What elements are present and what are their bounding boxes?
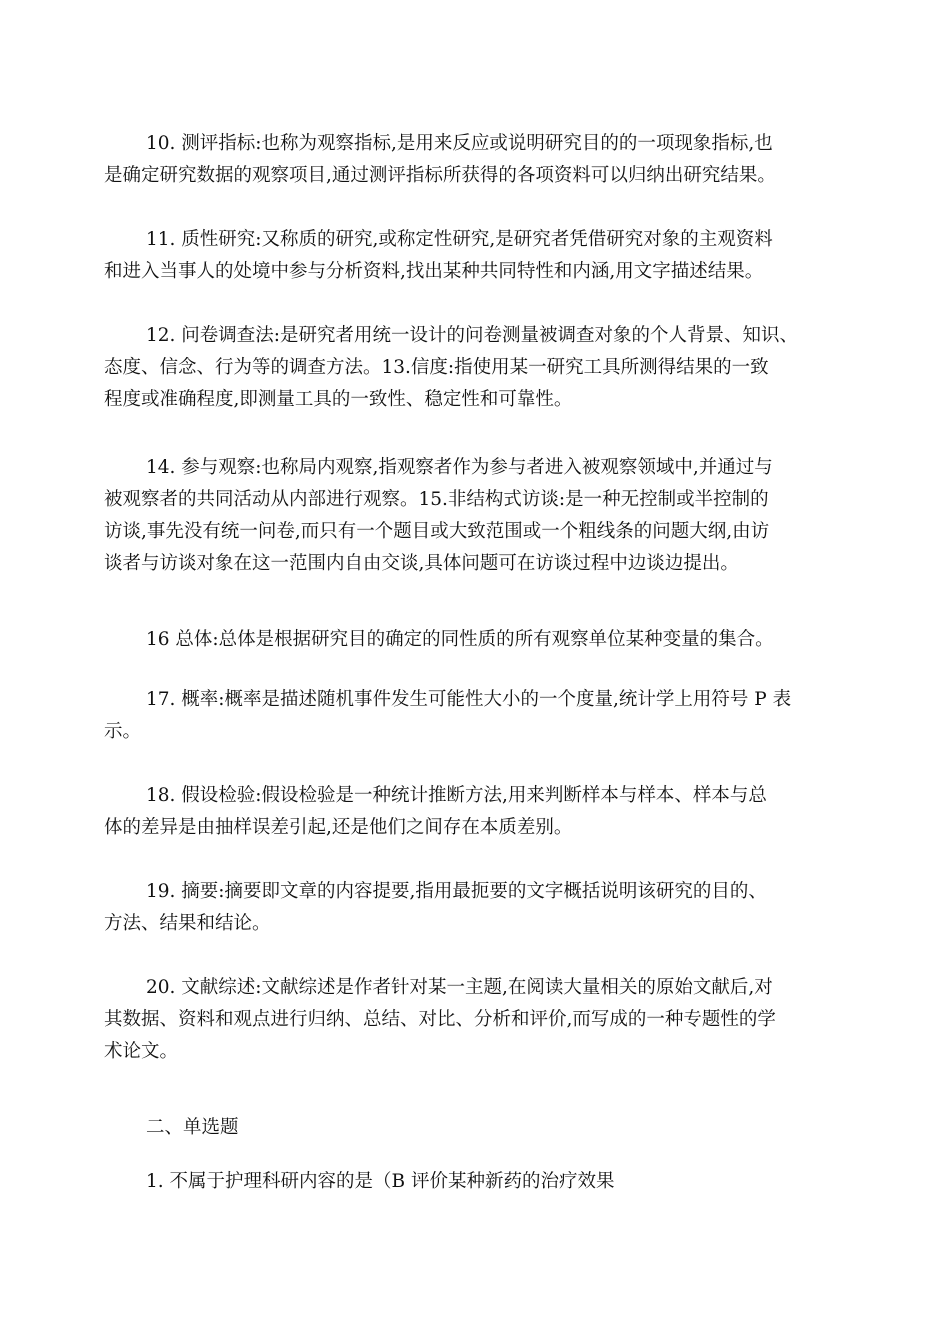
definition-paragraph-11 bbox=[104, 224, 846, 288]
definition-paragraph-10 bbox=[104, 128, 846, 192]
definition-paragraph-18 bbox=[104, 780, 846, 844]
question-1 bbox=[104, 1166, 846, 1198]
text-line: 访谈,事先没有统一问卷,而只有一个题目或大致范围或一个粗线条的问题大纲,由访 bbox=[104, 521, 770, 542]
text-line: 体的差异是由抽样误差引起,还是他们之间存在本质差别。 bbox=[104, 817, 573, 838]
definition-paragraph-19 bbox=[104, 876, 846, 940]
text-line: 12. 问卷调查法:是研究者用统一设计的问卷测量被调查对象的个人背景、知识、 bbox=[146, 325, 799, 346]
text-line: 14. 参与观察:也称局内观察,指观察者作为参与者进入被观察领域中,并通过与 bbox=[146, 457, 773, 478]
text-line: 和进入当事人的处境中参与分析资料,找出某种共同特性和内涵,用文字描述结果。 bbox=[104, 261, 764, 282]
text-line: 方法、结果和结论。 bbox=[104, 913, 271, 934]
text-line: 16 总体:总体是根据研究目的确定的同性质的所有观察单位某种变量的集合。 bbox=[146, 629, 774, 650]
text-line: 是确定研究数据的观察项目,通过测评指标所获得的各项资料可以归纳出研究结果。 bbox=[104, 165, 776, 186]
section-heading-text: 二、单选题 bbox=[146, 1117, 239, 1138]
text-line: 态度、信念、行为等的调查方法。13.信度:指使用某一研究工具所测得结果的一致 bbox=[104, 357, 769, 378]
definition-paragraph-20 bbox=[104, 972, 846, 1068]
text-line: 谈者与访谈对象在这一范围内自由交谈,具体问题可在访谈过程中边谈边提出。 bbox=[104, 553, 739, 574]
definition-paragraph-16 bbox=[104, 624, 846, 656]
text-line: 10. 测评指标:也称为观察指标,是用来反应或说明研究目的的一项现象指标,也 bbox=[146, 133, 773, 154]
definition-paragraph-17 bbox=[104, 684, 846, 748]
question-text: 1. 不属于护理科研内容的是（B 评价某种新药的治疗效果 bbox=[146, 1171, 615, 1192]
definition-paragraph-12-13 bbox=[104, 320, 846, 416]
text-line: 20. 文献综述:文献综述是作者针对某一主题,在阅读大量相关的原始文献后,对 bbox=[146, 977, 773, 998]
text-line: 示。 bbox=[104, 721, 142, 742]
text-line: 其数据、资料和观点进行归纳、总结、对比、分析和评价,而写成的一种专题性的学 bbox=[104, 1009, 776, 1030]
text-line: 程度或准确程度,即测量工具的一致性、稳定性和可靠性。 bbox=[104, 389, 573, 410]
text-line: 18. 假设检验:假设检验是一种统计推断方法,用来判断样本与样本、样本与总 bbox=[146, 785, 767, 806]
section-heading bbox=[104, 1112, 846, 1144]
text-line: 11. 质性研究:又称质的研究,或称定性研究,是研究者凭借研究对象的主观资料 bbox=[146, 229, 773, 250]
text-line: 被观察者的共同活动从内部进行观察。15.非结构式访谈:是一种无控制或半控制的 bbox=[104, 489, 769, 510]
definition-paragraph-14-15 bbox=[104, 452, 846, 580]
text-line: 术论文。 bbox=[104, 1041, 179, 1062]
text-line: 19. 摘要:摘要即文章的内容提要,指用最扼要的文字概括说明该研究的目的、 bbox=[146, 881, 767, 902]
text-line: 17. 概率:概率是描述随机事件发生可能性大小的一个度量,统计学上用符号 P 表 bbox=[146, 689, 792, 710]
